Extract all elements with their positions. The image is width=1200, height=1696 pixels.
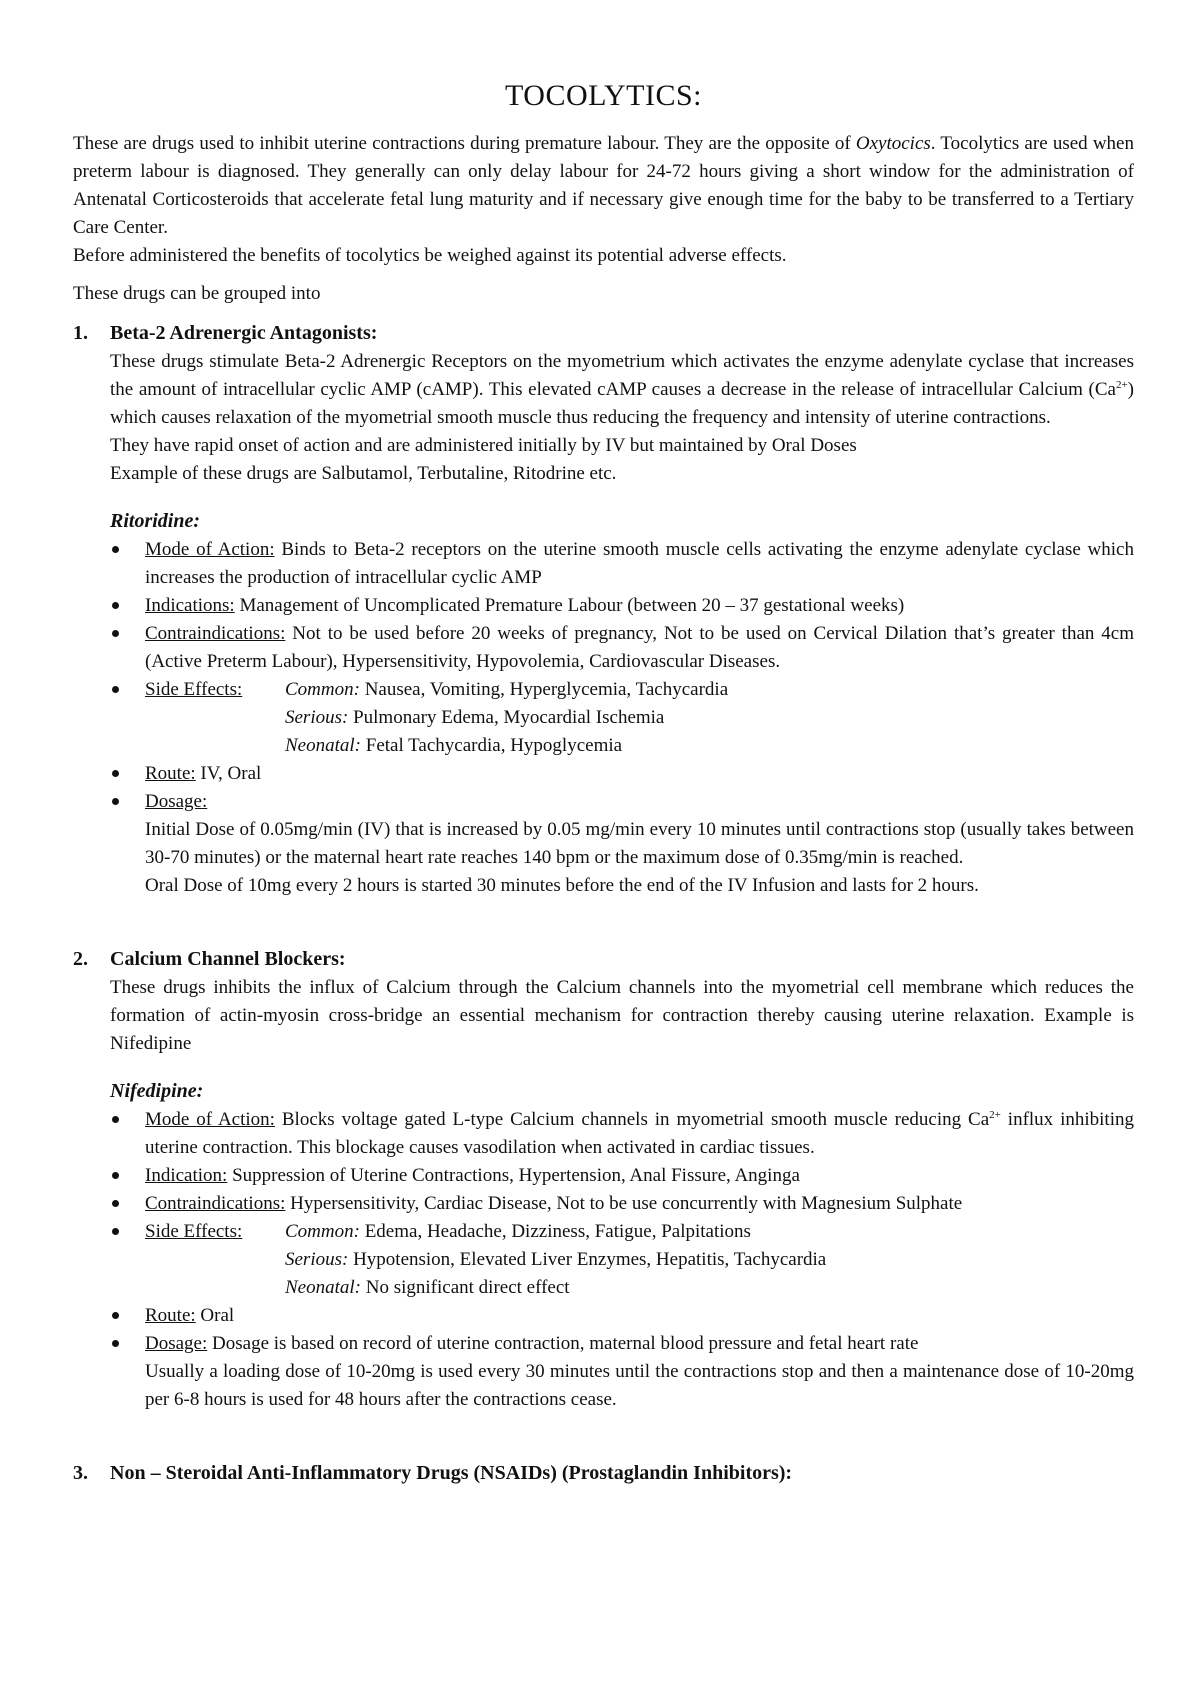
bullet-icon: [112, 770, 119, 777]
intro-italic-term: Oxytocics: [855, 133, 931, 154]
drug-name-ritoridine: Ritoridine:: [110, 510, 201, 532]
page-title: TOCOLYTICS:: [505, 79, 702, 112]
bullet-icon: [112, 686, 119, 693]
list-item: Mode of Action: Blocks voltage gated L-type Calcium channels in myometrial smooth muscle reducing $Ca^{2+}$ influx inhibiting uterine contraction. This blockage causes vasodilation when activated in cardiac tissues.: [110, 1106, 1134, 1162]
bullet-icon: [112, 1200, 119, 1207]
bullet-icon: [112, 602, 119, 609]
list-item: Route: IV, Oral: [110, 760, 1134, 788]
bullet-icon: [112, 1172, 119, 1179]
list-item: Mode of Action: Binds to Beta-2 receptors on the uterine smooth muscle cells activating the enzyme adenylate cyclase which increases the production of intracellular cyclic AMP: [110, 536, 1134, 592]
bullet-icon: [112, 798, 119, 805]
intro-paragraph-2: Before administered the benefits of tocolytics be weighed against its potential adverse effects.: [73, 245, 787, 266]
list-item: Side Effects: Common: Nausea, Vomiting, Hyperglycemia, Tachycardia Serious: Pulmonary Edema, Myocardial Ischemia Neonatal: Fetal Tachycardia, Hypoglycemia: [110, 676, 1134, 760]
nifedipine-details-list: [73, 1106, 1134, 1414]
section-title: Calcium Channel Blockers:: [110, 948, 346, 970]
section-2-description: These drugs inhibits the influx of Calcium through the Calcium channels into the myometrial cell membrane which reduces the formation of actin-myosin cross-bridge an essential mechanism for contraction thereby causing uterine relaxation. Example is Nifedipine: [110, 977, 1134, 1054]
intro-paragraph: [73, 130, 1134, 242]
section-2-heading: [73, 944, 1134, 974]
list-item: Contraindications: Hypersensitivity, Cardiac Disease, Not to be use concurrently with Magnesium Sulphate: [110, 1190, 1134, 1218]
list-item: Indications: Management of Uncomplicated Premature Labour (between 20 – 37 gestational weeks): [110, 592, 1134, 620]
bullet-icon: [112, 1116, 119, 1123]
list-item: Contraindications: Not to be used before 20 weeks of pregnancy, Not to be used on Cervical Dilation that’s greater than 4cm (Active Preterm Labour), Hypersensitivity, Hypovolemia, Cardiovascular Diseases.: [110, 620, 1134, 676]
section-number: 2.: [73, 948, 88, 970]
intro-text-a: These are drugs used to inhibit uterine contractions during premature labour. They are the opposite of: [73, 133, 856, 154]
section-3-heading: [73, 1458, 1134, 1488]
document-page: [73, 76, 1134, 1488]
intro-text-b: . Tocolytics are used when preterm labour is diagnosed. They generally can only delay labour for 24-72 hours giving a short window for the administration of Antenatal Corticosteroids that accelerate fetal lung maturity and if necessary give enough time for the baby to be transferred to a Tertiary Care Center.: [73, 133, 1134, 238]
intro-grouped: These drugs can be grouped into: [73, 283, 321, 304]
section-title: Non – Steroidal Anti-Inflammatory Drugs (NSAIDs) (Prostaglandin Inhibitors):: [110, 1462, 793, 1484]
list-item: Route: Oral: [110, 1302, 1134, 1330]
section-number: 3.: [73, 1462, 88, 1484]
list-item: Indication: Suppression of Uterine Contractions, Hypertension, Anal Fissure, Anginga: [110, 1162, 1134, 1190]
bullet-icon: [112, 1228, 119, 1235]
bullet-icon: [112, 630, 119, 637]
drug-name-nifedipine: Nifedipine:: [110, 1080, 204, 1102]
section-1-description: These drugs stimulate Beta-2 Adrenergic Receptors on the myometrium which activates the enzyme adenylate cyclase that increases the amount of intracellular cyclic AMP (cAMP). This elevated cAMP causes a decrease in the release of intracellular Calcium $(Ca^{2+})$ which causes relaxation of the myometrial smooth muscle thus reducing the frequency and intensity of uterine contractions. They have rapid onset of action and are administered initially by IV but maintained by Oral Doses Example of these drugs are Salbutamol, Terbutaline, Ritodrine etc.: [110, 351, 1134, 484]
list-item: Dosage: Initial Dose of 0.05mg/min (IV) that is increased by 0.05 mg/min every 10 minutes until contractions stop (usually takes between 30-70 minutes) or the maternal heart rate reaches 140 bpm or the maximum dose of 0.35mg/min is reached. Oral Dose of 10mg every 2 hours is started 30 minutes before the end of the IV Infusion and lasts for 2 hours.: [110, 788, 1134, 900]
bullet-icon: [112, 1312, 119, 1319]
list-item: Side Effects: Common: Edema, Headache, Dizziness, Fatigue, Palpitations Serious: Hypotension, Elevated Liver Enzymes, Hepatitis, Tachycardia Neonatal: No significant direct effect: [110, 1218, 1134, 1302]
bullet-icon: [112, 1340, 119, 1347]
ritoridine-details-list: [73, 536, 1134, 900]
section-1-heading: [73, 318, 1134, 348]
section-title: Beta-2 Adrenergic Antagonists:: [110, 322, 378, 344]
list-item: Dosage: Dosage is based on record of uterine contraction, maternal blood pressure and fetal heart rate Usually a loading dose of 10-20mg is used every 30 minutes until the contractions stop and then a maintenance dose of 10-20mg per 6-8 hours is used for 48 hours after the contractions cease.: [110, 1330, 1134, 1414]
section-number: 1.: [73, 322, 88, 344]
bullet-icon: [112, 546, 119, 553]
